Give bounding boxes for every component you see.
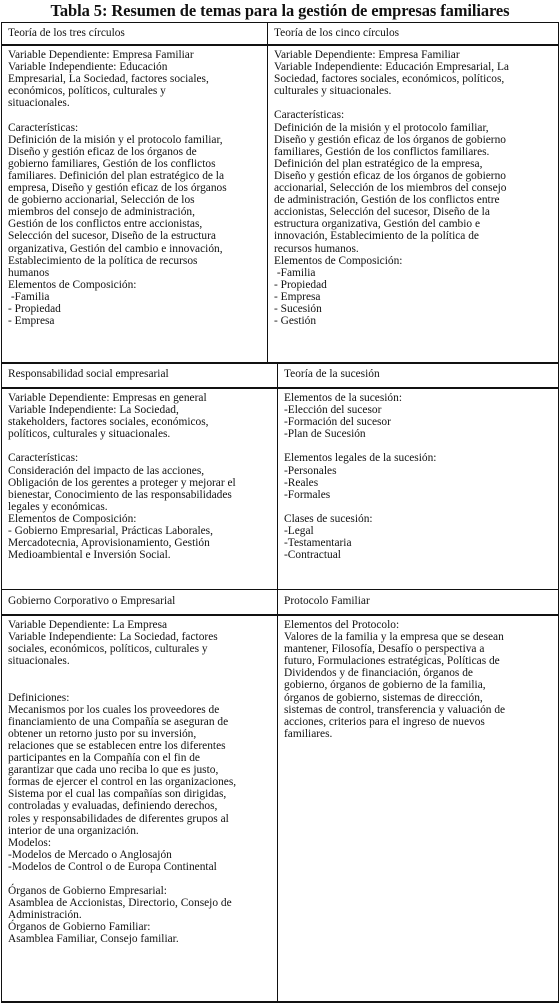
row1-header-divider [1, 44, 559, 46]
table-title: Tabla 5: Resumen de temas para la gestión de empresas familiares [50, 1, 510, 20]
header-protocolo: Protocolo Familiar [284, 595, 370, 607]
header-gobierno: Gobierno Corporativo o Empresarial [8, 595, 176, 607]
row2-bottom-border [1, 589, 559, 590]
table-border-left [1, 22, 2, 1003]
body-rse: Variable Dependiente: Empresas en general Variable Independiente: La Sociedad, stakeholders, factores sociales, económicos, políticos, culturales y situacionales. Características: Consideración del impacto de las acciones, Obligación de los gerentes a proteger y mejorar el bienestar, Conocimiento de las responsabilidades legales y económicas. Elementos de Composición: - Gobierno Empresarial, Prácticas Laborales, Mercadotecnia, Aprovisionamiento, Gestión Medioambiental e Inversión Social. [8, 392, 236, 562]
header-cinco-circulos: Teoría de los cinco círculos [274, 27, 400, 39]
header-sucesion: Teoría de la sucesión [284, 368, 380, 380]
table-border-right [558, 22, 559, 1003]
body-sucesion: Elementos de la sucesión: -Elección del sucesor -Formación del sucesor -Plan de Sucesión Elementos legales de la sucesión: -Personales -Reales -Formales Clases de sucesión: -Legal -Testamentaria -Contractual [284, 392, 437, 562]
table-border-bottom [1, 1001, 559, 1003]
row2-header-divider [1, 387, 559, 389]
header-rse: Responsabilidad social empresarial [8, 368, 169, 380]
body-cinco-circulos: Variable Dependiente: Empresa Familiar Variable Independiente: Educación Empresarial, La Sociedad, factores sociales, económicos, políticos, culturales y situacionales. Características: Definición de la misión y el protocolo familiar, Diseño y gestión eficaz de los órganos de gobierno familiares, Gestión de los conflictos familiares. Definición del plan estratégico de la empresa, Diseño y gestión eficaz de los órganos de gobierno accionarial, Selección de los miembros del consejo de administración, Gestión de los conflictos entre accionistas, Selección del sucesor, Diseño de la estructura organizativa, Gestión del cambio e innovación, Establecimiento de la política de recursos humanos. Elementos de Composición: -Familia - Propiedad - Empresa - Sucesión - Gestión [274, 49, 509, 328]
row1-bottom-border [1, 362, 559, 364]
row3-header-divider [1, 614, 559, 616]
row1-column-divider [267, 22, 268, 363]
body-protocolo: Elementos del Protocolo: Valores de la familia y la empresa que se desean mantener, Filosofía, Desafío o perspectiva a futuro, Formulaciones estratégicas, Políticas de Dividendos y de financiación, órganos de gobierno, órganos de gobierno de la familia, órganos de gobierno, sistemas de dirección, sistemas de control, transferencia y valuación de acciones, criterios para el ingreso de nuevos familiares. [284, 619, 506, 740]
table-border-top [1, 22, 559, 23]
body-gobierno: Variable Dependiente: La Empresa Variable Independiente: La Sociedad, factores sociales, económicos, políticos, culturales y situacionales. Definiciones: Mecanismos por los cuales los proveedores de financiamiento de una Compañía se aseguran de obtener un retorno justo por su inversión, relaciones que se establecen entre los diferentes participantes en la Compañía con el fin de garantizar que cada uno reciba lo que es justo, formas de ejercer el control en las organizaciones, Sistema por el cual las compañías son dirigidas, controladas y evaluadas, definiendo derechos, roles y responsabilidades de diferentes grupos al interior de una organización. Modelos: -Modelos de Mercado o Anglosajón -Modelos de Control o de Europa Continental Órganos de Gobierno Empresarial: Asamblea de Accionistas, Directorio, Consejo de Administración. Órganos de Gobierno Familiar: Asamblea Familiar, Consejo familiar. [8, 619, 237, 946]
body-tres-circulos: Variable Dependiente: Empresa Familiar Variable Independiente: Educación Empresarial, La Sociedad, factores sociales, económicos, políticos, culturales y situacionales. Características: Definición de la misión y el protocolo familiar, Diseño y gestión eficaz de los órganos de gobierno familiares, Gestión de los conflictos familiares. Definición del plan estratégico de la empresa, Diseño y gestión eficaz de los órganos de gobierno accionarial, Selección de los miembros del consejo de administración, Gestión de los conflictos entre accionistas, Selección del sucesor, Diseño de la estructura organizativa, Gestión del cambio e innovación, Establecimiento de la política de recursos humanos Elementos de Composición: -Familia - Propiedad - Empresa [8, 49, 227, 328]
header-tres-circulos: Teoría de los tres círculos [8, 27, 125, 39]
row23-column-divider [277, 363, 278, 1003]
